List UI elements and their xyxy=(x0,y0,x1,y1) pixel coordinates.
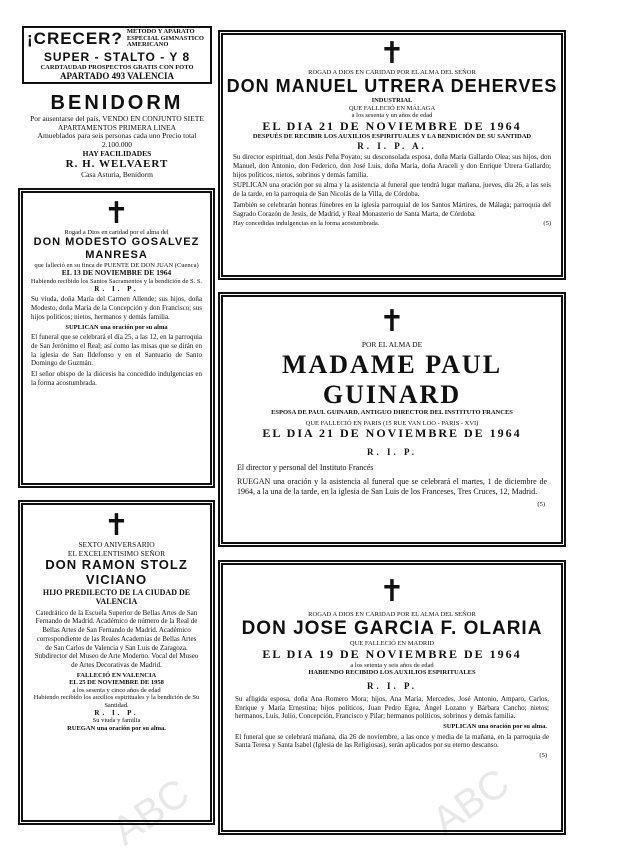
ob-garcia-rip: R. I. P. xyxy=(367,680,417,691)
obituary-guinard xyxy=(218,292,566,547)
cross-icon: ✝ xyxy=(379,575,405,608)
ob-stolz-body: Catedrático de la Escuela Superior de Bellas Artes de San Fernando de Madrid. Académico de número de la Real de Bellas Artes de San Fernando de Madrid. Académico correspondiente de las Reales Academias de Bellas Artes de San Carlos de Valencia y San Luis de Zaragoza. Subdirector del Museo de Arte Moderno. Vocal del Museo de Artes Decorativas de Madrid. xyxy=(34,608,199,669)
cross-icon: ✝ xyxy=(103,197,130,230)
obituary-garcia xyxy=(218,560,566,835)
ob-stolz-ruegan: RUEGAN una oración por su alma. xyxy=(67,724,166,732)
ad-benidorm xyxy=(22,92,212,182)
ob-gosalvez-body: Su viuda, doña María del Carmen Allende; sus hijos, doña Modesto, doña María de la Concepción y don Francisco; sus hijos políticos; nietos, hermanos y demás familia. xyxy=(31,295,202,321)
ob-gosalvez-suplican: SUPLICAN una oración por su alma xyxy=(65,323,168,331)
ob-utrera-body: Su director espiritual, don Jesús Peña Poyato; su desconsolada esposa, doña María Gallardo Olea; sus hijos, don Manuel, don Antonio, don Federico, don José Luis, doña María, doña Araceli y don Enrique Utrera Gallardo; hijos políticos, nietos, sobrinos y demás familia. xyxy=(233,153,551,179)
ad-benidorm-line1: Por ausentarse del país, VENDO EN CONJUNTO SIETE APARTAMENTOS PRIMERA LINEA xyxy=(30,114,204,132)
ob-guinard-line1: ESPOSA DE PAUL GUINARD, ANTIGUO DIRECTOR DEL INSTITUTO FRANCES xyxy=(271,409,513,417)
ob-utrera-name: DON MANUEL UTRERA DEHERVES xyxy=(226,76,558,97)
ob-gosalvez-name2: MANRESA xyxy=(85,249,148,262)
ob-gosalvez-foot: El señor obispo de la diócesis ha concedido indulgencias en la forma acostumbrada. xyxy=(31,370,202,387)
ob-guinard-body: RUEGAN una oración y la asistencia al funeral que se celebrará el martes, 1 de diciembre de 1964, a la una de la tarde, en la iglesia de San Luis de los Franceses, Tres Cruces, 12, Madrid. xyxy=(237,476,547,496)
ob-guinard-rip: R. I. P. xyxy=(367,447,417,458)
obituary-stolz xyxy=(18,500,215,825)
ob-utrera-line4: DESPUÉS DE RECIBIR LOS AUXILIOS ESPIRITUALES Y LA BENDICIÓN DE SU SANTIDAD xyxy=(252,133,532,141)
ob-stolz-line6: Habiendo recibido los auxilios espirituales y la bendición de Su Santidad. xyxy=(33,694,200,709)
ob-gosalvez-body2: El funeral que se celebrará el día 25, a las 12, en la parroquia de San Jerónimo el Real; así como las misas que se dirán en la iglesia de San Ildefonso y en el Santuario de Santo Domingo de Guzmán. xyxy=(31,333,202,368)
ob-garcia-num: (5) xyxy=(539,752,547,760)
ob-garcia-body2: El funeral que se celebrará mañana, día 26 de noviembre, a las once y media de la mañana, en la parroquia de Santa Teresa y Santa Isabel (Iglesia de las Religiosas), serán aplicados por su eterno descanso. xyxy=(235,732,549,750)
ob-garcia-name: DON JOSE GARCIA F. OLARIA xyxy=(241,618,543,640)
ob-gosalvez-intro: Rogad a Dios en caridad por el alma del xyxy=(64,229,169,236)
ob-utrera-line1: INDUSTRIAL xyxy=(371,97,413,105)
ob-stolz-line7: Su viuda y familia xyxy=(92,717,141,725)
ad-crecer-product: SUPER - STALTO - Y 8 xyxy=(43,50,191,64)
ob-guinard-line3: El director y personal del Instituto Francés xyxy=(237,463,374,473)
cross-icon: ✝ xyxy=(103,509,130,542)
ad-crecer-address: APARTADO 493 VALENCIA xyxy=(59,71,175,81)
watermark-abc: ABC xyxy=(424,760,518,844)
ob-guinard-num: (5) xyxy=(537,500,545,508)
ob-gosalvez-name1: DON MODESTO GOSALVEZ xyxy=(33,236,200,249)
ob-guinard-line2: QUE FALLECIÓ EN PARIS (15 RUE VAN LOO - PARIS - XVI) xyxy=(305,419,479,427)
ob-stolz-line5: a los sesenta y cinco años de edad xyxy=(72,686,161,694)
ob-garcia-body: Su afligida esposa, doña Ana Romero Mora; hijos, Ana María, Mercedes, José Antonio, Amparo, Carlos, Enrique y María Ernestina; hijos políticos, Juan Pedro Egea, Ángel Lozano y Bárbara Cancho; nietos; hermanos, Luis, Julio, Concepción, Francisco y Pilar; hermanos políticos, sobrinos y demás familia. xyxy=(235,694,549,721)
ob-stolz-name1: DON RAMON STOLZ xyxy=(45,557,188,573)
ad-crecer-side: METODO Y APARATO ESPECIAL GIMNASTICO AMERICANO xyxy=(126,28,204,49)
ob-garcia-suplican: SUPLICAN una oración por su alma. xyxy=(443,723,547,731)
ob-utrera-rip: R. I. P. A. xyxy=(357,140,427,151)
obituary-gosalvez xyxy=(18,188,215,488)
ad-crecer-info: CARDTAUDAD PROSPECTOS GRATIS CON FOTO xyxy=(40,64,194,71)
ob-guinard-date: EL DIA 21 DE NOVIEMBRE DE 1964 xyxy=(262,426,522,441)
ob-gosalvez-line2: Habiendo recibido los Santos Sacramentos y la bendición de S. S. xyxy=(30,277,203,285)
ob-garcia-line1: QUE FALLECIÓ EN MADRID xyxy=(349,640,435,648)
ob-stolz-line3: HIJO PREDILECTO DE LA CIUDAD DE VALENCIA xyxy=(42,588,191,607)
watermark-abc: ABC xyxy=(104,770,198,854)
ob-utrera-line3: a los sesenta y un años de edad xyxy=(351,112,433,120)
ob-utrera-body2: SUPLICAN una oración por su alma y la asistencia al funeral que tendrá lugar mañana, jueves, día 26, a las seis de la tarde, en la parroquia de San Nicolás de la Villa, de Córdoba. xyxy=(233,181,551,199)
ob-stolz-line2: EL EXCELENTISIMO SEÑOR xyxy=(67,548,166,558)
ad-benidorm-line3: HAY FACILIDADES xyxy=(82,148,152,158)
ob-guinard-name: MADAME PAUL GUINARD xyxy=(281,349,503,409)
ob-stolz-name2: VICIANO xyxy=(85,572,148,588)
ad-crecer-title: ¡CRECER? xyxy=(27,29,123,48)
cross-icon: ✝ xyxy=(379,37,405,70)
ob-utrera-date: EL DIA 21 DE NOVIEMBRE DE 1964 xyxy=(262,118,522,133)
ob-garcia-line3: HABIENDO RECIBIDO LOS AUXILIOS ESPIRITUALES xyxy=(308,669,476,677)
ob-stolz-line1: SEXTO ANIVERSARIO xyxy=(78,540,155,549)
ob-utrera-line2: QUE FALLECIÓ EN MÁLAGA xyxy=(348,104,436,112)
ob-gosalvez-line1: que falleció en su finca de PUENTE DE DON JUAN (Cuenca) xyxy=(34,261,199,269)
ob-garcia-date: EL DIA 19 DE NOVIEMBRE DE 1964 xyxy=(262,646,522,661)
ob-utrera-foot: Hay concedidas indulgencias en la forma acostumbrada. xyxy=(233,220,380,228)
ob-utrera-num: (5) xyxy=(543,220,551,228)
ob-garcia-intro: ROGAD A DIOS EN CARIDAD POR EL ALMA DEL SEÑOR xyxy=(308,611,476,618)
ob-garcia-line2: a los setenta y seis años de edad xyxy=(350,661,434,669)
obituary-utrera xyxy=(218,30,566,280)
ob-guinard-intro: POR EL ALMA DE xyxy=(361,340,423,349)
ad-benidorm-line5: Casa Asturia, Benidorm xyxy=(81,169,153,179)
ad-benidorm-name: R. H. WELVAERT xyxy=(65,158,169,171)
ob-utrera-body3: También se celebrarán honras fúnebres en la iglesia parroquial de los Santos Mártires, de Málaga; parroquia del Sagrado Corazón de Jesús, de Madrid, y Real Monasterio de Santa Marta, de Córdoba. xyxy=(233,200,551,218)
ob-gosalvez-rip: R. I. P. xyxy=(94,285,139,294)
ob-stolz-date: EL 25 DE NOVIEMBRE DE 1958 xyxy=(69,679,164,687)
ob-gosalvez-date: EL 13 DE NOVIEMBRE DE 1964 xyxy=(61,268,172,278)
ob-stolz-line4: FALLECIÓ EN VALENCIA xyxy=(76,671,157,679)
cross-icon: ✝ xyxy=(379,305,405,338)
ad-benidorm-title: BENIDORM xyxy=(50,92,184,114)
ob-utrera-intro: ROGAD A DIOS EN CARIDAD POR EL ALMA DEL SEÑOR xyxy=(308,69,476,76)
ad-crecer xyxy=(22,26,212,84)
ob-stolz-rip: R. I. P. xyxy=(94,709,139,718)
ad-benidorm-line2: Amueblados para seis personas cada uno Precio total 2.100.000 xyxy=(37,131,197,149)
